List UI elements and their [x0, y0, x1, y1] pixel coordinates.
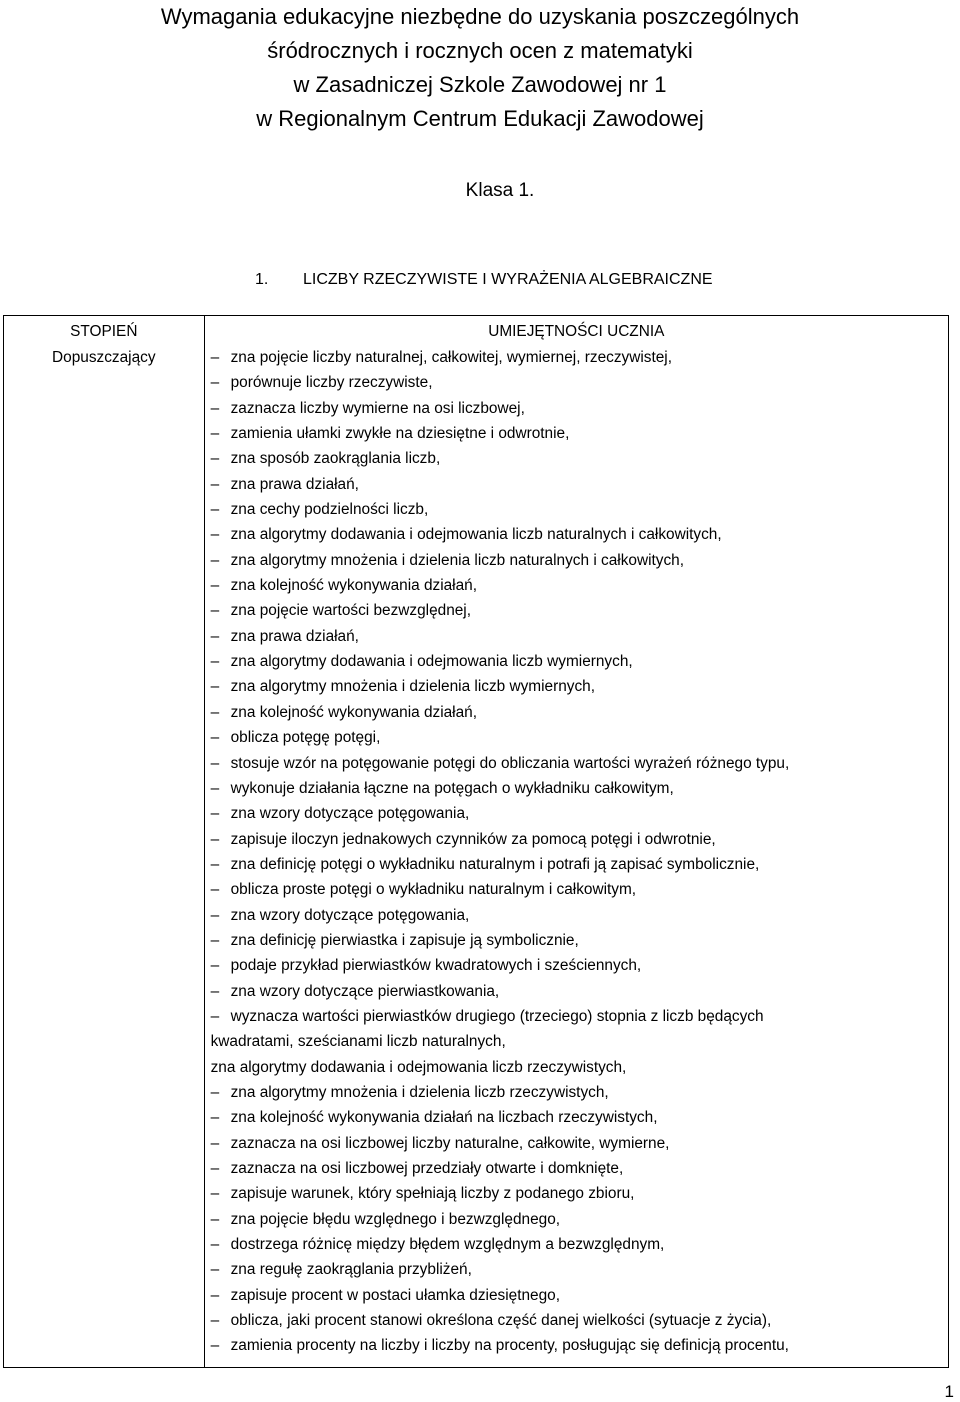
skill-item [211, 1333, 942, 1358]
skill-item [211, 674, 942, 699]
skill-item [211, 1308, 942, 1333]
skill-item [211, 472, 942, 497]
skill-text: zna kolejność wykonywania działań, [230, 577, 477, 595]
skill-text: zna algorytmy dodawania i odejmowania liczb rzeczywistych, [210, 1058, 627, 1076]
skill-item [211, 1283, 942, 1308]
skill-text: zna algorytmy mnożenia i dzielenia liczb naturalnych i całkowitych, [230, 551, 684, 569]
skill-text: wyznacza wartości pierwiastków drugiego (trzeciego) stopnia z liczb będących [230, 1007, 764, 1025]
dash-bullet: – [210, 501, 220, 519]
skill-item [211, 497, 942, 522]
skill-text: stosuje wzór na potęgowanie potęgi do obliczania wartości wyrażeń różnego typu, [230, 754, 790, 772]
dash-bullet: – [210, 1286, 220, 1304]
skill-text: zna algorytmy dodawania i odejmowania liczb wymiernych, [230, 653, 633, 671]
header-cell-level [4, 316, 205, 1368]
dash-bullet: – [210, 1261, 220, 1279]
skill-text: zaznacza na osi liczbowej przedziały otwarte i domknięte, [230, 1160, 624, 1177]
title-line: w Regionalnym Centrum Edukacji Zawodowej [256, 106, 704, 131]
skill-item [211, 370, 942, 395]
skill-item [211, 928, 942, 953]
section-number: 1. [255, 271, 269, 288]
dash-bullet: – [210, 729, 220, 747]
skill-text: oblicza proste potęgi o wykładniku naturalnym i całkowitym, [230, 881, 637, 899]
skill-item [211, 1105, 942, 1130]
dash-bullet: – [210, 1337, 220, 1355]
skill-text: zapisuje procent w postaci ułamka dziesiętnego, [230, 1286, 560, 1304]
class-label: Klasa 1. [465, 180, 535, 201]
table-header-row [4, 316, 949, 1368]
dash-bullet: – [210, 1083, 220, 1101]
skill-text: oblicza, jaki procent stanowi określona część danej wielkości (sytuacje z życia), [230, 1312, 772, 1330]
dash-bullet: – [210, 349, 220, 366]
title-line: Wymagania edukacyjne niezbędne do uzyskania poszczególnych [160, 4, 800, 29]
skill-item [211, 1257, 942, 1282]
skill-text: oblicza potęgę potęgi, [230, 729, 381, 747]
skill-text: zna sposób zaokrąglania liczb, [230, 450, 441, 468]
skill-text: kwadratami, sześcianami liczb naturalnych, [210, 1033, 506, 1051]
skill-item [211, 1029, 942, 1054]
skill-item [211, 1004, 942, 1029]
dash-bullet: – [210, 1185, 220, 1203]
skill-text: zna kolejność wykonywania działań na liczbach rzeczywistych, [230, 1109, 658, 1127]
skill-item [211, 700, 942, 725]
skill-text: zaznacza na osi liczbowej liczby naturalne, całkowite, wymierne, [230, 1134, 670, 1152]
skill-item [211, 396, 942, 421]
skill-text: zna algorytmy mnożenia i dzielenia liczb wymiernych, [230, 678, 596, 696]
dash-bullet: – [210, 1007, 220, 1025]
dash-bullet: – [210, 526, 220, 544]
dash-bullet: – [210, 475, 220, 493]
skill-item [211, 548, 942, 573]
skill-text: zna prawa działań, [230, 475, 359, 493]
dash-bullet: – [210, 374, 220, 392]
skill-text: zna kolejność wykonywania działań, [230, 703, 477, 721]
skill-item [211, 598, 942, 623]
skill-text: zna wzory dotyczące potęgowania, [230, 906, 470, 924]
skill-text: zna regułę zaokrąglania przybliżeń, [230, 1261, 472, 1279]
section-heading [255, 268, 713, 292]
skill-item [211, 573, 942, 598]
dash-bullet: – [210, 982, 220, 1000]
dash-bullet: – [210, 805, 220, 823]
dash-bullet: – [210, 1109, 220, 1127]
skill-text: zna definicję pierwiastka i zapisuje ją symbolicznie, [230, 931, 579, 949]
skill-item [211, 852, 942, 877]
dash-bullet: – [210, 653, 220, 671]
dash-bullet: – [210, 1312, 220, 1330]
dash-bullet: – [210, 703, 220, 721]
dash-bullet: – [210, 1210, 220, 1228]
skill-text: zna wzory dotyczące pierwiastkowania, [230, 982, 500, 1000]
skill-text: zna pojęcie błędu względnego i bezwzględnego, [230, 1210, 561, 1228]
skill-item [211, 751, 942, 776]
dash-bullet: – [210, 1160, 220, 1177]
skill-text: zna pojęcie liczby naturalnej, całkowitej, wymiernej, rzeczywistej, [230, 349, 672, 366]
skill-text: zamienia procenty na liczby i liczby na procenty, posługując się definicją procentu, [230, 1337, 789, 1355]
dash-bullet: – [210, 1236, 220, 1254]
skill-item [211, 877, 942, 902]
title-line: w Zasadniczej Szkole Zawodowej nr 1 [293, 72, 667, 97]
skill-item [211, 1080, 942, 1105]
dash-bullet: – [210, 931, 220, 949]
dash-bullet: – [210, 577, 220, 595]
col-header-level: STOPIEŃ [70, 323, 138, 340]
dash-bullet: – [210, 855, 220, 873]
skills-list [205, 345, 948, 1367]
skill-text: zamienia ułamki zwykłe na dziesiętne i odwrotnie, [230, 425, 570, 443]
document-title [0, 0, 960, 136]
skill-text: porównuje liczby rzeczywiste, [230, 374, 433, 392]
skill-item [211, 1131, 942, 1156]
dash-bullet: – [210, 450, 220, 468]
dash-bullet: – [210, 881, 220, 899]
skill-text: podaje przykład pierwiastków kwadratowych i sześciennych, [230, 957, 642, 975]
skill-item [211, 827, 942, 852]
dash-bullet: – [210, 425, 220, 443]
page-number: 1 [944, 1382, 954, 1401]
title-line: śródrocznych i rocznych ocen z matematyki [267, 38, 693, 63]
skill-text: zna pojęcie wartości bezwzględnej, [230, 602, 472, 620]
dash-bullet: – [210, 551, 220, 569]
skill-item [211, 649, 942, 674]
grade-level: Dopuszczający [52, 349, 156, 366]
skill-item [211, 1232, 942, 1257]
skill-item [211, 903, 942, 928]
skill-text: zna algorytmy dodawania i odejmowania liczb naturalnych i całkowitych, [230, 526, 722, 544]
skill-text: dostrzega różnicę między błędem względnym a bezwzględnym, [230, 1236, 665, 1254]
skill-item [211, 446, 942, 471]
dash-bullet: – [210, 1134, 220, 1152]
skill-text: zna definicję potęgi o wykładniku naturalnym i potrafi ją zapisać symbolicznie, [230, 855, 760, 873]
skill-item [211, 522, 942, 547]
skill-text: zna cechy podzielności liczb, [230, 501, 429, 519]
skill-text: zapisuje iloczyn jednakowych czynników za pomocą potęgi i odwrotnie, [230, 830, 716, 848]
dash-bullet: – [210, 830, 220, 848]
col-header-skills: UMIEJĘTNOŚCI UCZNIA [488, 323, 665, 340]
skills-cell [204, 316, 948, 1368]
dash-bullet: – [210, 779, 220, 797]
section-title: LICZBY RZECZYWISTE I WYRAŻENIA ALGEBRAICZNE [303, 271, 713, 288]
skill-text: zaznacza liczby wymierne na osi liczbowej, [230, 399, 525, 417]
skill-item [211, 1181, 942, 1206]
skill-text: wykonuje działania łączne na potęgach o wykładniku całkowitym, [230, 779, 674, 797]
skill-text: zna wzory dotyczące potęgowania, [230, 805, 470, 823]
skill-item [211, 725, 942, 750]
skill-item [211, 1156, 942, 1181]
dash-bullet: – [210, 627, 220, 645]
skill-text: zapisuje warunek, który spełniają liczby z podanego zbioru, [230, 1185, 635, 1203]
dash-bullet: – [210, 754, 220, 772]
skill-text: zna algorytmy mnożenia i dzielenia liczb rzeczywistych, [230, 1083, 609, 1101]
skill-item [211, 345, 942, 370]
skill-item [211, 1207, 942, 1232]
dash-bullet: – [210, 906, 220, 924]
dash-bullet: – [210, 399, 220, 417]
skill-item [211, 776, 942, 801]
skill-text: zna prawa działań, [230, 627, 359, 645]
skill-item [211, 624, 942, 649]
requirements-table [3, 315, 949, 1368]
dash-bullet: – [210, 678, 220, 696]
skill-item [211, 953, 942, 978]
skill-item [211, 801, 942, 826]
dash-bullet: – [210, 602, 220, 620]
dash-bullet: – [210, 957, 220, 975]
skill-item [211, 421, 942, 446]
skill-item [211, 979, 942, 1004]
skill-item [211, 1055, 942, 1080]
